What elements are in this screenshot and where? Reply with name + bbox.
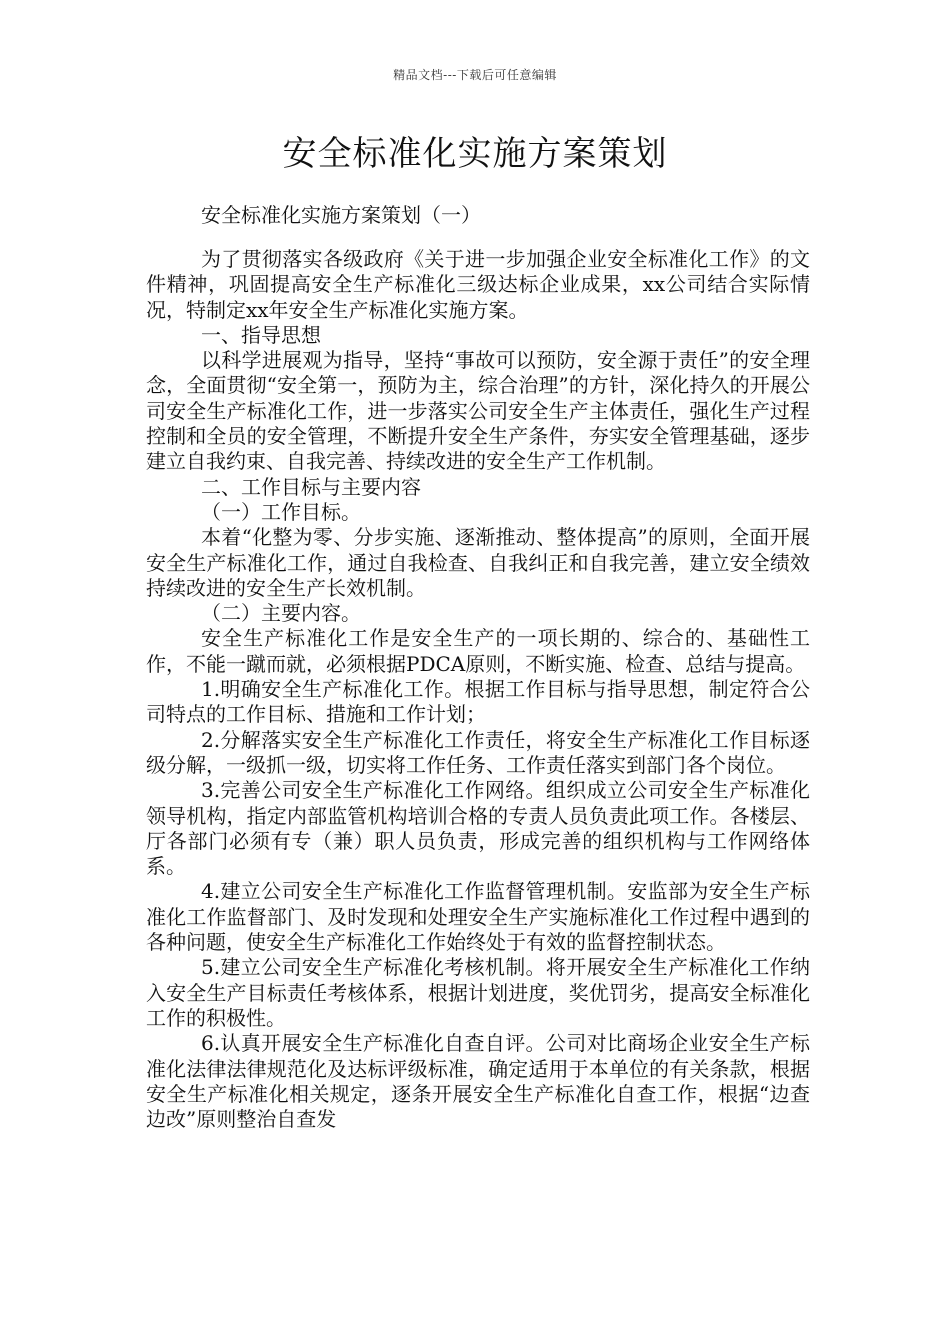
list-item-2: 2.分解落实安全生产标准化工作责任，将安全生产标准化工作目标逐级分解，一级抓一级，切实将工作任务、工作责任落实到部门各个岗位。 xyxy=(146,727,810,777)
guiding-ideology-paragraph: 以科学进展观为指导，坚持“事故可以预防，安全源于责任”的安全理念，全面贯彻“安全第一，预防为主，综合治理”的方针，深化持久的开展公司安全生产标准化工作，进一步落实公司安全生产主体责任，强化生产过程控制和全员的安全管理，不断提升安全生产条件，夯实安全管理基础，逐步建立自我约束、自我完善、持续改进的安全生产工作机制。 xyxy=(146,348,810,474)
subsection-heading-main-content: （二）主要内容。 xyxy=(201,601,361,626)
section-heading-goals-content: 二、工作目标与主要内容 xyxy=(201,474,421,499)
goals-paragraph: 本着“化整为零、分步实施、逐渐推动、整体提高”的原则，全面开展安全生产标准化工作，通过自我检查、自我纠正和自我完善，建立安全绩效持续改进的安全生产长效机制。 xyxy=(146,525,810,600)
subsection-heading-goals: （一）工作目标。 xyxy=(201,499,361,524)
page-header: 精品文档---下载后可任意编辑 xyxy=(393,68,557,82)
document-body xyxy=(146,247,810,1132)
list-item-3: 3.完善公司安全生产标准化工作网络。组织成立公司安全生产标准化领导机构，指定内部监管机构培训合格的专责人员负责此项工作。各楼层、厅各部门必须有专（兼）职人员负责，形成完善的组织机构与工作网络体系。 xyxy=(146,778,810,879)
list-item-6: 6.认真开展安全生产标准化自查自评。公司对比商场企业安全生产标准化法律法律规范化及达标评级标准，确定适用于本单位的有关条款，根据安全生产标准化相关规定，逐条开展安全生产标准化自查工作，根据“边查边改”原则整治自查发 xyxy=(146,1031,810,1132)
list-item-1: 1.明确安全生产标准化工作。根据工作目标与指导思想，制定符合公司特点的工作目标、措施和工作计划； xyxy=(146,677,810,727)
intro-paragraph: 为了贯彻落实各级政府《关于进一步加强企业安全标准化工作》的文件精神，巩固提高安全生产标准化三级达标企业成果，xx公司结合实际情况，特制定xx年安全生产标准化实施方案。 xyxy=(146,247,810,322)
main-content-paragraph: 安全生产标准化工作是安全生产的一项长期的、综合的、基础性工作，不能一蹴而就，必须根据PDCA原则，不断实施、检查、总结与提高。 xyxy=(146,626,810,676)
list-item-4: 4.建立公司安全生产标准化工作监督管理机制。安监部为安全生产标准化工作监督部门、及时发现和处理安全生产实施标准化工作过程中遇到的各种问题，使安全生产标准化工作始终处于有效的监督控制状态。 xyxy=(146,879,810,955)
list-item-5: 5.建立公司安全生产标准化考核机制。将开展安全生产标准化工作纳入安全生产目标责任考核体系，根据计划进度，奖优罚劣，提高安全标准化工作的积极性。 xyxy=(146,955,810,1030)
section-heading-guiding-ideology: 一、指导思想 xyxy=(201,322,321,347)
document-title: 安全标准化实施方案策划 xyxy=(282,134,668,174)
document-subtitle: 安全标准化实施方案策划（一） xyxy=(201,203,481,227)
